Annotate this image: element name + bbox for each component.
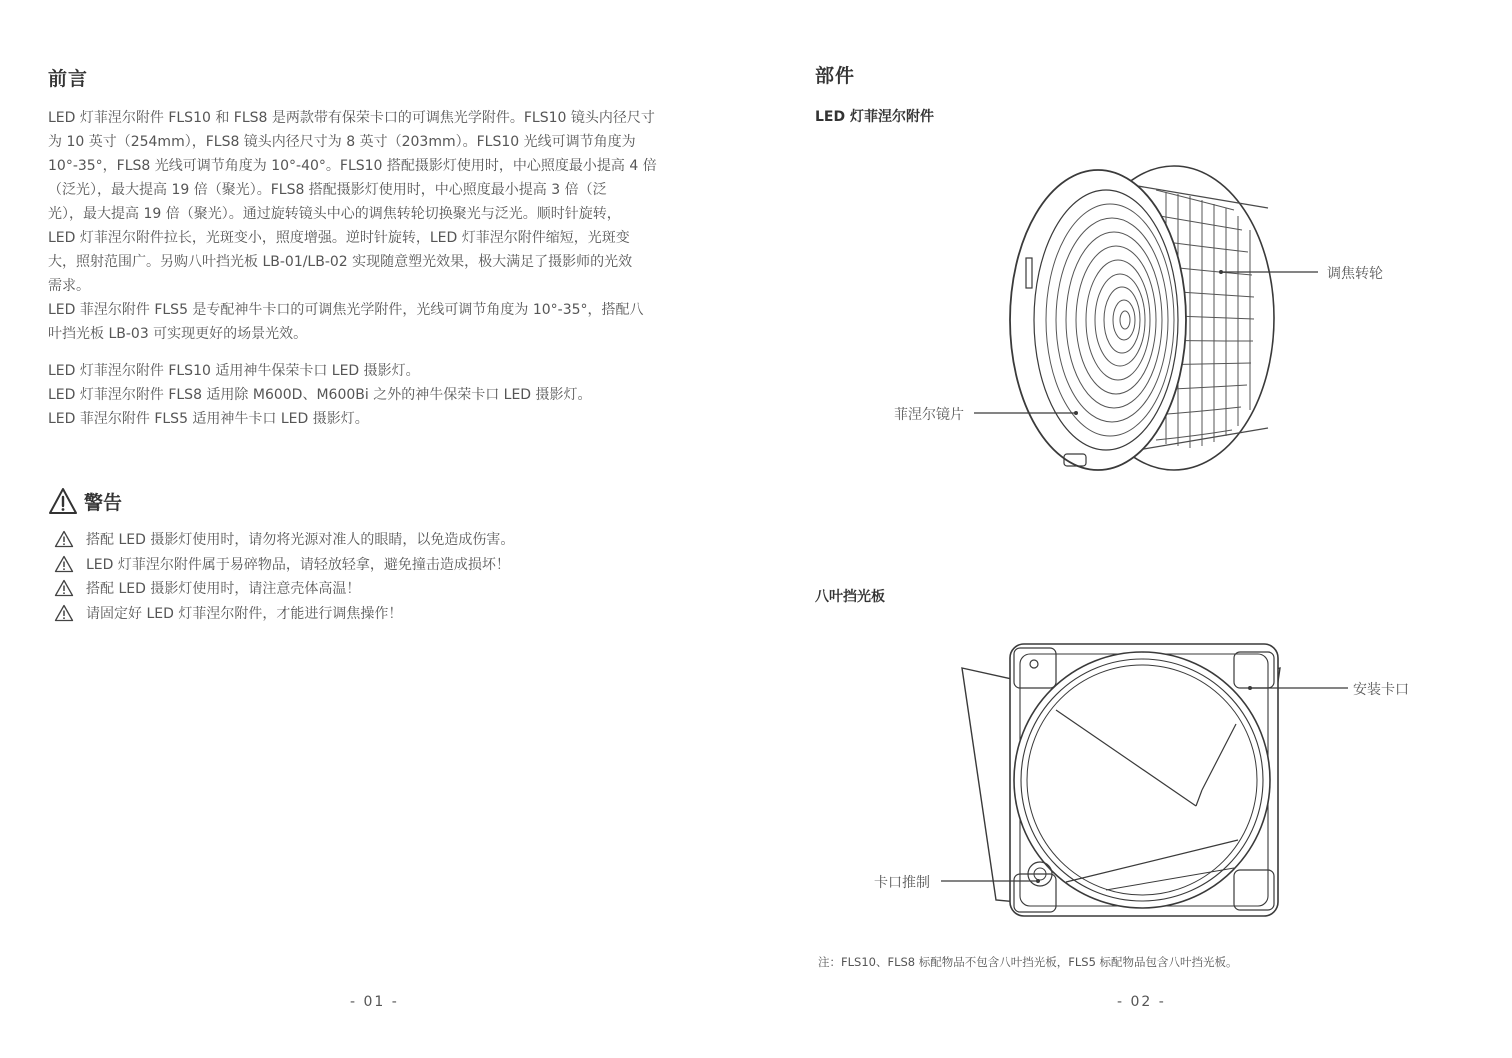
- warning-triangle-icon: [54, 555, 74, 573]
- right-page: [756, 0, 1512, 1058]
- warning-item: [54, 601, 514, 626]
- warning-text: LED 灯菲涅尔附件属于易碎物品，请轻放轻拿，避免撞击造成损坏！: [86, 556, 510, 573]
- foreword-text: [48, 106, 657, 346]
- warning-item: [54, 576, 514, 601]
- compatibility-text: [48, 359, 592, 431]
- warning-triangle-icon: [48, 487, 78, 515]
- fresnel-subtitle: LED 灯菲涅尔附件: [815, 109, 934, 125]
- intro-line: LED 灯菲涅尔附件 FLS10 和 FLS8 是两款带有保荣卡口的可调焦光学附件。FLS10 镜头内径尺寸: [48, 110, 655, 126]
- compat-line: LED 灯菲涅尔附件 FLS10 适用神牛保荣卡口 LED 摄影灯。: [48, 363, 420, 379]
- warning-text: 搭配 LED 摄影灯使用时，请注意壳体高温！: [86, 581, 361, 598]
- barndoor-callout-lines: [756, 0, 1512, 1058]
- intro-line: （泛光），最大提高 19 倍（聚光）。FLS8 搭配摄影灯使用时，中心照度最小提高 3 倍（泛: [48, 182, 607, 198]
- barndoor-subtitle: 八叶挡光板: [815, 589, 885, 605]
- warning-triangle-icon: [54, 604, 74, 622]
- intro-line: LED 菲涅尔附件 FLS5 是专配神牛卡口的可调焦光学附件，光线可调节角度为 10°-35°，搭配八: [48, 302, 644, 318]
- parts-title: 部件: [815, 65, 856, 87]
- warning-text: 请固定好 LED 灯菲涅尔附件，才能进行调焦操作！: [86, 605, 403, 622]
- warning-item: [54, 552, 514, 577]
- page-number: - 02 -: [1117, 994, 1166, 1010]
- intro-line: 大，照射范围广。另购八叶挡光板 LB-01/LB-02 实现随意塑光效果，极大满足了摄影师的光效: [48, 254, 633, 270]
- warning-list: [54, 527, 514, 625]
- warning-item: [54, 527, 514, 552]
- intro-line: 为 10 英寸（254mm），FLS8 镜头内径尺寸为 8 英寸（203mm）。FLS10 光线可调节角度为: [48, 134, 636, 150]
- intro-line: 叶挡光板 LB-03 可实现更好的场景光效。: [48, 326, 308, 342]
- fresnel-lens-label: 菲涅尔镜片: [894, 407, 964, 423]
- warning-triangle-icon: [54, 579, 74, 597]
- mount-push-label: 卡口推制: [874, 875, 930, 891]
- compat-line: LED 菲涅尔附件 FLS5 适用神牛卡口 LED 摄影灯。: [48, 411, 369, 427]
- mount-label: 安装卡口: [1353, 682, 1409, 698]
- warning-title: 警告: [84, 491, 123, 514]
- note-text: 注：FLS10、FLS8 标配物品不包含八叶挡光板，FLS5 标配物品包含八叶挡光板。: [818, 955, 1238, 969]
- page-number: - 01 -: [350, 994, 399, 1010]
- intro-line: 光），最大提高 19 倍（聚光）。通过旋转镜头中心的调焦转轮切换聚光与泛光。顺时针旋转，: [48, 206, 621, 222]
- warning-heading: [48, 484, 122, 518]
- foreword-title: 前言: [48, 68, 89, 90]
- intro-line: 需求。: [48, 278, 90, 294]
- compat-line: LED 灯菲涅尔附件 FLS8 适用除 M600D、M600Bi 之外的神牛保荣卡口 LED 摄影灯。: [48, 387, 592, 403]
- warning-text: 搭配 LED 摄影灯使用时，请勿将光源对准人的眼睛，以免造成伤害。: [86, 532, 515, 549]
- focus-wheel-label: 调焦转轮: [1327, 266, 1383, 282]
- warning-triangle-icon: [54, 530, 74, 548]
- intro-line: 10°-35°，FLS8 光线可调节角度为 10°-40°。FLS10 搭配摄影灯使用时，中心照度最小提高 4 倍: [48, 158, 657, 174]
- intro-line: LED 灯菲涅尔附件拉长，光斑变小，照度增强。逆时针旋转，LED 灯菲涅尔附件缩短，光斑变: [48, 230, 630, 246]
